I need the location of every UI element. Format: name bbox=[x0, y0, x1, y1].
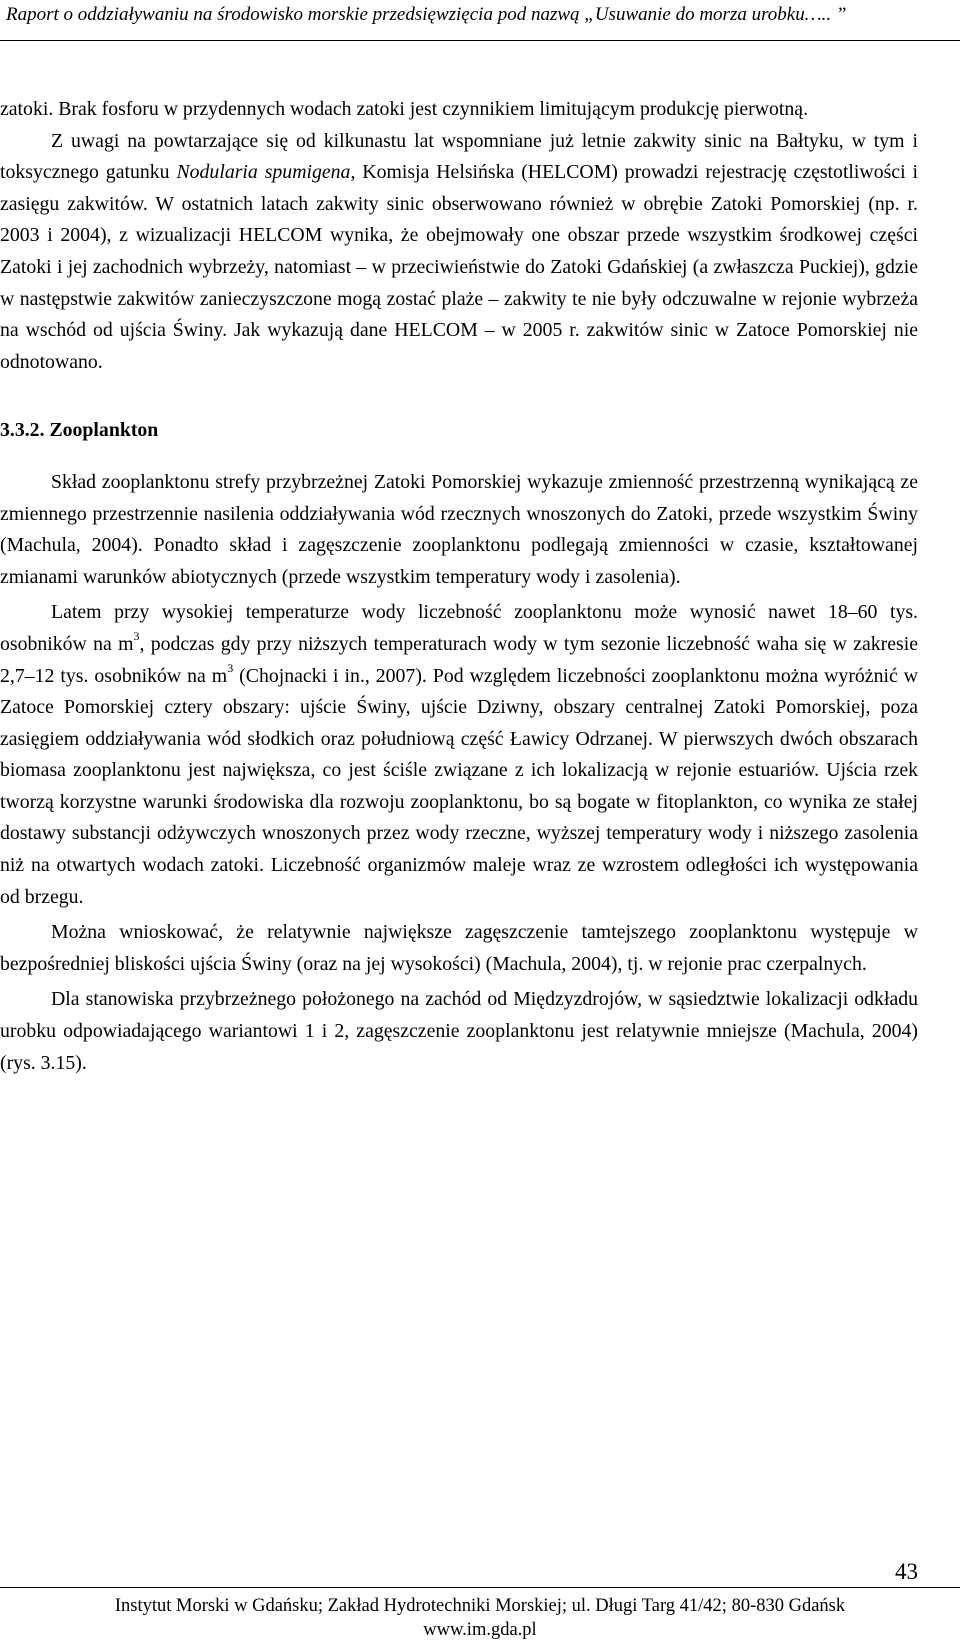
paragraph-conclusion: Można wnioskować, że relatywnie największe zagęszczenie tamtejszego zooplanktonu występuje w bezpośredniej bliskości ujścia Świny (oraz na jej wysokości) (Machula, 2004), tj. w rejonie prac czerpalnych. bbox=[0, 921, 918, 975]
paragraph-text: , Komisja Helsińska (HELCOM) prowadzi rejestrację częstotliwości i zasięgu zakwitów. W ostatnich latach zakwity sinic obserwowano również w obrębie Zatoki Pomorskiej (np. r. 2003 i 2004), z wizualizacji HELCOM wynika, że obejmowały one obszar przede wszystkim środkowej części Zatoki i jej zachodnich wybrzeży, natomiast – w przeciwieństwie do Zatoki Gdańskiej (a zwłaszcza Puckiej), gdzie w następstwie zakwitów zanieczyszczone mogą zostać plaże – zakwity te nie były odczuwalne w rejonie wybrzeża na wschód od ujścia Świny. Jak wykazują dane HELCOM – w 2005 r. zakwitów sinic w Zatoce Pomorskiej nie odnotowano. bbox=[0, 161, 918, 373]
paragraph-coastal-station: Dla stanowiska przybrzeżnego położonego na zachód od Międzyzdrojów, w sąsiedztwie lokalizacji odkładu urobku odpowiadającego wariantowi 1 i 2, zagęszczenie zooplanktonu jest relatywnie mniejsze (Machula, 2004) (rys. 3.15). bbox=[0, 988, 918, 1074]
paragraph-text: Z uwagi na powtarzające się od kilkunastu lat wspomniane już letnie zakwity sinic na Bałtyku, w tym i toksycznego gatunku bbox=[0, 129, 918, 184]
footer-divider bbox=[0, 1587, 960, 1588]
paragraph-text: , podczas gdy przy niższych temperaturach wody w tym sezonie liczebność waha się w zakresie 2,7–12 tys. osobników na m bbox=[0, 632, 918, 687]
paragraph-cyanobacteria bbox=[0, 126, 918, 379]
page-number: 43 bbox=[895, 1559, 918, 1584]
body-text bbox=[0, 94, 918, 1079]
footer-institution: Instytut Morski w Gdańsku; Zakład Hydrotechniki Morskiej; ul. Długi Targ 41/42; 80-830 Gdańsk bbox=[114, 1596, 846, 1616]
footer-website: www.im.gda.pl bbox=[423, 1620, 537, 1640]
paragraph-text: (Chojnacki i in., 2007). Pod względem liczebności zooplanktonu można wyróżnić w Zatoce Pomorskiej cztery obszary: ujście Świny, ujście Dziwny, obszary centralnej Zatoki Pomorskiej, poza zasięgiem oddziaływania wód słodkich oraz południową część Ławicy Odrzanej. W pierwszych dwóch obszarach biomasa zooplanktonu jest największa, co jest ściśle związane z ich lokalizacją w rejonie estuariów. Ujścia rzek tworzą korzystne warunki środowiska dla rozwoju zooplanktonu, bo są bogate w fitoplankton, co wynika ze stałej dostawy substancji odżywczych wnoszonych przez wody rzeczne, wyższej temperatury wody i niższego zasolenia niż na otwartych wodach zatoki. Liczebność organizmów maleje wraz ze wzrostem odległości ich występowania od brzegu. bbox=[0, 664, 919, 908]
header-divider bbox=[0, 40, 960, 41]
section-heading: 3.3.2. Zooplankton bbox=[0, 419, 159, 442]
paragraph-phosphorus: zatoki. Brak fosforu w przydennych wodach zatoki jest czynnikiem limitującym produkcję pierwotną. bbox=[0, 98, 809, 120]
paragraph-zooplankton-abundance bbox=[0, 597, 918, 913]
species-name: Nodularia spumigena bbox=[176, 161, 351, 184]
page-footer bbox=[0, 1594, 960, 1642]
superscript: 3 bbox=[133, 629, 140, 644]
superscript: 3 bbox=[227, 660, 234, 675]
running-header: Raport o oddziaływaniu na środowisko morskie przedsięwzięcia pod nazwą „Usuwanie do morza urobku….. ” bbox=[6, 4, 847, 25]
paragraph-text: Latem przy wysokiej temperaturze wody liczebność zooplanktonu może wynosić nawet 18–60 tys. osobników na m bbox=[0, 601, 918, 655]
paragraph-zooplankton-composition: Skład zooplanktonu strefy przybrzeżnej Zatoki Pomorskiej wykazuje zmienność przestrzenną wynikającą ze zmiennego przestrzennie nasilenia oddziaływania wód rzecznych wnoszonych do Zatoki, przede wszystkim Świny (Machula, 2004). Ponadto skład i zagęszczenie zooplanktonu podlegają zmienności w czasie, kształtowanej zmianami warunków abiotycznych (przede wszystkim temperatury wody i zasolenia). bbox=[0, 470, 918, 588]
